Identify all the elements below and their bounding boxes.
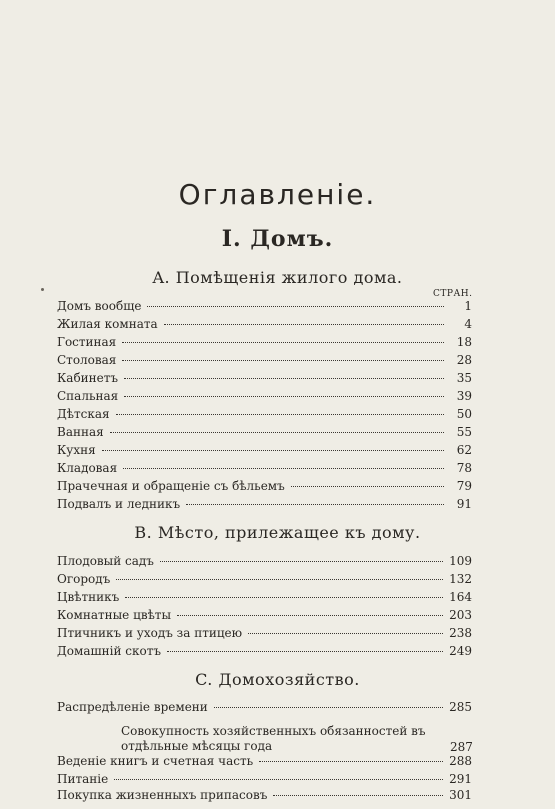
toc-entry-page: 238 (449, 626, 472, 640)
dot-leader (110, 432, 444, 433)
dot-leader (164, 324, 444, 325)
toc-entry-label: Домашній скотъ (57, 644, 161, 658)
toc-entry (57, 626, 472, 644)
toc-entry (57, 788, 472, 806)
toc-entry-page: 55 (456, 425, 472, 439)
toc-entry-label: Комнатные цвѣты (57, 608, 171, 622)
dot-leader (114, 779, 443, 780)
toc-entry-label: Кладовая (57, 461, 118, 475)
toc-entry (57, 389, 472, 407)
toc-entry (57, 754, 472, 772)
toc-entry (57, 590, 472, 608)
toc-entry-page: 35 (456, 371, 472, 385)
section-heading-c: C. Домохозяйство. (195, 670, 360, 689)
toc-entry-label: Питаніе (57, 772, 109, 786)
toc-entry (57, 299, 472, 317)
toc-entry-page: 39 (456, 389, 472, 403)
toc-entry-page: 291 (449, 772, 472, 786)
toc-entry-page: 50 (456, 407, 472, 421)
toc-entry-label: Цвѣтникъ (57, 590, 120, 604)
toc-entry-label: Веденіе книгъ и счетная часть (57, 754, 254, 768)
toc-entry (57, 353, 472, 371)
dot-leader (147, 306, 444, 307)
toc-entry-label: Кабинетъ (57, 371, 119, 385)
toc-entry (57, 335, 472, 353)
dot-leader (273, 795, 443, 796)
toc-entry-label: Кухня (57, 443, 96, 457)
toc-entry-page: 164 (449, 590, 472, 604)
dot-leader (177, 615, 443, 616)
toc-entry (57, 718, 472, 754)
toc-entry (57, 554, 472, 572)
toc-entry-label: Спальная (57, 389, 119, 403)
toc-entry-page: 203 (449, 608, 472, 622)
toc-entry-label: Жилая комната (57, 317, 158, 331)
part-heading: I. Домъ. (221, 226, 334, 252)
dot-leader (124, 396, 444, 397)
dot-leader (167, 651, 443, 652)
page-title: Оглавленіе. (178, 178, 377, 211)
dot-leader (160, 561, 443, 562)
toc-entry-page: 132 (449, 572, 472, 586)
ink-dot (41, 288, 44, 291)
toc-entry-page: 28 (456, 353, 472, 367)
toc-entry (57, 497, 472, 515)
dot-leader (122, 360, 444, 361)
toc-entry-page: 249 (449, 644, 472, 658)
toc-entry (57, 407, 472, 425)
toc-entry-page: 18 (456, 335, 472, 349)
toc-entry-label: Плодовый садъ (57, 554, 154, 568)
toc-entry-label: Дѣтская (57, 407, 110, 421)
toc-entry-page: 301 (449, 788, 472, 802)
dot-leader (291, 486, 444, 487)
toc-entry (57, 425, 472, 443)
toc-entry-label: Домъ вообще (57, 299, 142, 313)
dot-leader (123, 468, 444, 469)
dot-leader (102, 450, 444, 451)
toc-entry-page: 109 (449, 554, 472, 568)
toc-entry (57, 608, 472, 626)
toc-entry-page: 4 (464, 317, 472, 331)
toc-entry-label: Ванная (57, 425, 104, 439)
toc-entry-page: 91 (456, 497, 472, 511)
toc-entry (57, 371, 472, 389)
toc-entry-label: Птичникъ и уходъ за птицею (57, 626, 243, 640)
toc-entry (57, 700, 472, 718)
toc-entry-label: Гостиная (57, 335, 117, 349)
toc-entry-label: Покупка жизненныхъ припасовъ (57, 788, 268, 802)
dot-leader (116, 414, 444, 415)
toc-entry-label: Совокупность хозяйственныхъ обязанностей въ отдѣльные мѣсяцы года (121, 724, 426, 753)
toc-entry-label: Столовая (57, 353, 117, 367)
toc-entry-label: Распредѣленіе времени (57, 700, 208, 714)
toc-entry-page: 288 (449, 754, 472, 768)
toc-entry-page: 79 (456, 479, 472, 493)
dot-leader (186, 504, 444, 505)
toc-entry (57, 644, 472, 662)
dot-leader (124, 378, 444, 379)
toc-entry-page: 62 (456, 443, 472, 457)
dot-leader (116, 579, 443, 580)
toc-entry (57, 461, 472, 479)
toc-entry (57, 572, 472, 590)
dot-leader (122, 342, 444, 343)
toc-entry-page: 287 (450, 740, 473, 754)
toc-entry-page: 1 (464, 299, 472, 313)
toc-entry-label: Подвалъ и ледникъ (57, 497, 181, 511)
dot-leader (214, 707, 443, 708)
section-heading-b: B. Мѣсто, прилежащее къ дому. (134, 523, 421, 542)
dot-leader (259, 761, 443, 762)
toc-entry (57, 443, 472, 461)
toc-entry-page: 285 (449, 700, 472, 714)
toc-entry-page: 78 (456, 461, 472, 475)
dot-leader (125, 597, 443, 598)
section-heading-a: A. Помѣщенія жилого дома. (152, 268, 403, 287)
page-column-label: СТРАН. (433, 289, 473, 299)
toc-entry-label: Огородъ (57, 572, 111, 586)
toc-entry (57, 317, 472, 335)
toc-entry-label: Прачечная и обращеніе съ бѣльемъ (57, 479, 285, 493)
dot-leader (248, 633, 443, 634)
toc-entry (57, 479, 472, 497)
